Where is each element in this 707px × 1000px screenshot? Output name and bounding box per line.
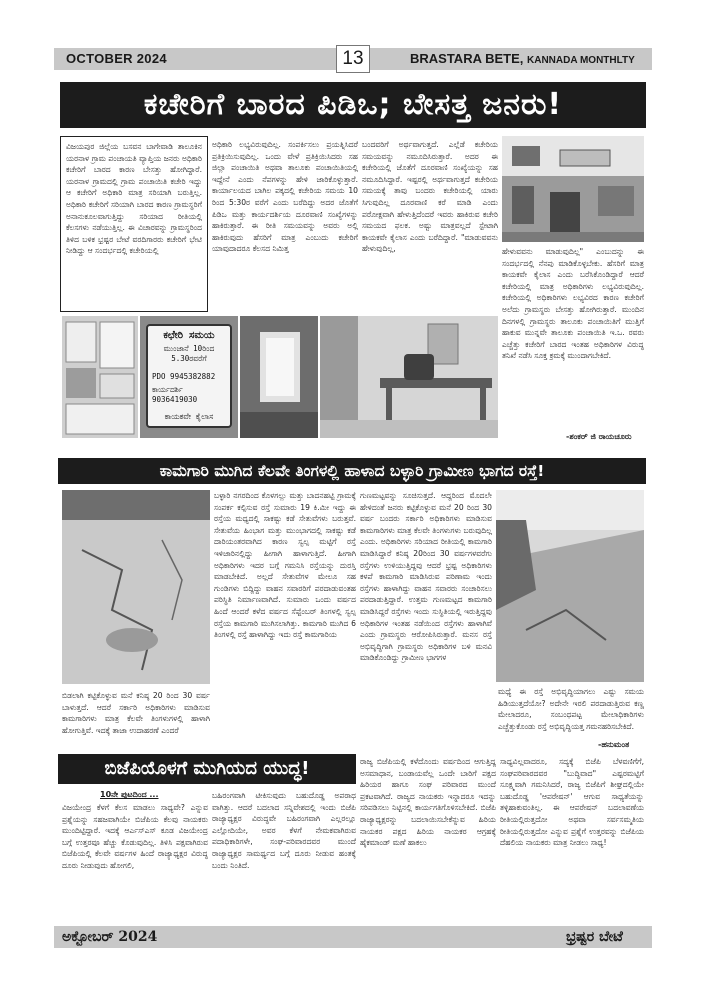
footer-date: ಅಕ್ಟೋಬರ್ 2024 xyxy=(62,929,158,945)
timing-board-pdo-phone: PDO 9945382882 xyxy=(152,372,216,381)
article3-column-4: ಸಾಧ್ಯವಿಲ್ಲವಾದರೂ, ಸದ್ಯಕ್ಕೆ ಬಿಜೆಪಿ ಬೆಳವಣಿಗೆಗೆ, ಸಂಘಪರಿವಾರದವರ "ಬುದ್ಧಿವಾದ" ಎಷ್ಟರಮಟ್ಟಿಗೆ ಸೂಕ್ಷ್ಮವಾಗಿ ಗಮನಿಸಿದರೆ, ರಾಜ್ಯ ಬಿಜೆಪಿಗೆ ಶೀಘ್ರದಲ್ಲಿಯೇ ಬಹುದೊಡ್ಡ 'ಆಪರೇಷನ್' ಆಗುವ ಸಾಧ್ಯತೆಯನ್ನು ತಳ್ಳಿಹಾಕುವಂತಿಲ್ಲ. ಈ ಆಪರೇಷನ್ ಬದಲಾವಣೆಯ ರೀತಿಯಲ್ಲಿರುತ್ತದೋ ಅಥವಾ ಸರ್ವಸಮ್ಮತಿಯ ರೀತಿಯಲ್ಲಿರುತ್ತದೋ ಎನ್ನುವ ಪ್ರಶ್ನೆಗೆ ಉತ್ತರವನ್ನು ಬಿಜೆಪಿಯ ದೆಹಲಿಯ ನಾಯಕರು ಮಾತ್ರ ನೀಡಲು ಸಾಧ್ಯ! xyxy=(500,757,644,848)
timing-board-secretary-phone: ಕಾರ್ಯದರ್ಶಿ 9036419030 xyxy=(152,385,198,404)
article2-byline: -ಹನುಮಂತ xyxy=(598,740,630,749)
article1-column-1: ವಿಜಯಪುರ ಜಿಲ್ಲೆಯ ಬಸವನ ಬಾಗೇವಾಡಿ ತಾಲೂಕಿನ ಯರನಾಳ ಗ್ರಾಮ ಪಂಚಾಯತಿ ವ್ಯಾಪ್ತಿಯ ಜನರು ಅಧಿಕಾರಿ ಕಚೇರಿಗೆ ಬಾರದ ಕಾರಣ ಬೇಸತ್ತು ಹೋಗಿದ್ದಾರೆ. ಯರನಾಳ ಗ್ರಾಮದಲ್ಲಿ ಗ್ರಾಮ ಪಂಚಾಯಿತಿ ಕಚೇರಿ ಇದ್ದು ಆ ಕಚೇರಿಗೆ ಅಧಿಕಾರಿ ಮಾತ್ರ ಸರಿಯಾಗಿ ಬರುತ್ತಿಲ್ಲ. ಅಧಿಕಾರಿ ಕಚೇರಿಗೆ ಸರಿಯಾಗಿ ಬಾರದ ಕಾರಣ ಗ್ರಾಮಸ್ಥರಿಗೆ ಅನಾನುಕೂಲವಾಗುತ್ತಿದ್ದು ಸರಿಯಾದ ರೀತಿಯಲ್ಲಿ ಕೆಲಸಗಳು ನಡೆಯುತ್ತಿಲ್ಲ. ಈ ವಿಚಾರವನ್ನು ಗ್ರಾಮಸ್ಥರಿಂದ ತಿಳಿದ ಬಳಿಕ ಭ್ರಷ್ಟರ ಬೇಟೆ ವರದಿಗಾರರು ಕಚೇರಿಗೆ ಭೇಟಿ ನೀಡಿದ್ದು ಆ ಸಂದರ್ಭದಲ್ಲಿ ಕಚೇರಿಯಲ್ಲಿ xyxy=(60,136,208,312)
article1-column-4: ಹೇಳುವವನು ಮಾಡುವುದಿಲ್ಲ" ಎಂಬುದನ್ನು ಈ ಸಂದರ್ಭದಲ್ಲಿ ನೆನಪು ಮಾಡಿಕೊಳ್ಳಬೇಕು. ಹೆಸರಿಗೆ ಮಾತ್ರ ಕಾಯಕವೇ ಕೈಲಾಸ ಎಂದು ಬರೆಸಿಕೊಂಡಿದ್ದಾರೆ ಆದರೆ ಕಚೇರಿಯಲ್ಲಿ ಮಾತ್ರ ಅಧಿಕಾರಿಗಳು ಲಭ್ಯವಿರುವುದಿಲ್ಲ. ಕಚೇರಿಯಲ್ಲಿ ಅಧಿಕಾರಿಗಳು ಲಭ್ಯವಿರದ ಕಾರಣ ಕಚೇರಿಗೆ ಅಲೆದು ಗ್ರಾಮಸ್ಥರು ಬೇಸತ್ತು ಹೋಗಿರುತ್ತಾರೆ. ಮುಂದಿನ ದಿನಗಳಲ್ಲಿ ಗ್ರಾಮಸ್ಥರು ತಾಲೂಕು ಪಂಚಾಯಿತಿಗೆ ಮುತ್ತಿಗೆ ಹಾಕುವ ಮುನ್ನವೇ ತಾಲೂಕು ಪಂಚಾಯಿತಿ ಇ.ಒ. ರವರು ಎಚ್ಚೆತ್ತು ಕಚೇರಿಗೆ ಬಾರದ ಇಂತಹ ಅಧಿಕಾರಿಗಳ ವಿರುದ್ಧ ತನಿಖೆ ನಡೆಸಿ ಸೂಕ್ತ ಕ್ರಮಕ್ಕೆ ಮುಂದಾಗಬೇಕಿದೆ. xyxy=(502,247,644,361)
article3-continued-from: 10ನೇ ಪುಟದಿಂದ ... xyxy=(100,790,159,799)
article2-column-2: ಬಳ್ಳಾರಿ ನಗರದಿಂದ ಕೊಳಗಲ್ಲು ಮತ್ತು ಬಾದನಹಟ್ಟಿ ಗ್ರಾಮಕ್ಕೆ ಸಂಪರ್ಕ ಕಲ್ಪಿಸುವ ರಸ್ತೆ ಸುಮಾರು 19 ಕಿ.ಮೀ ಇದ್ದು ಈ ರಸ್ತೆಯ ಮಧ್ಯದಲ್ಲಿ ಸಾಕಷ್ಟು ಕಡೆ ಸೇತುವೆಗಳು ಬರುತ್ತವೆ. ಸೇತುವೆಯ ಹಿಂಭಾಗ ಮತ್ತು ಮುಂಭಾಗದಲ್ಲಿ ಸಾಕಷ್ಟು ಕಡೆ ದಾರಿಯಂತರವಾಗಿದ ಕಾರಣ ಸ್ವಲ್ಪ ಮಟ್ಟಿಗೆ ರಸ್ತೆ ಇಳಿಜಾರಿನಲ್ಲಿದ್ದು ಹೀಗಾಗಿ ಹಾಳಾಗುತ್ತಿದೆ. ಹೀಗಾಗಿ ಅಧಿಕಾರಿಗಳು ಇದರ ಬಗ್ಗೆ ಗಮನಿಸಿ ರಸ್ತೆಯನ್ನು ದುರಸ್ತಿ ಮಾಡಬೇಕಿದೆ. ಅಲ್ಲದೆ ಸೇತುವೆಗಳ ಮೇಲೂ ಸಹ ಗುಂಡಿಗಳು ಬಿದ್ದಿದ್ದು ವಾಹನ ಸವಾರರಿಗೆ ಪರದಾಡುವಂತಹ ಪರಿಸ್ಥಿತಿ ನಿರ್ಮಾಣವಾಗಿದೆ. ಸುಮಾರು ಒಂದು ವರ್ಷದ ಹಿಂದೆ ಆಂದರೆ ಕಳೆದ ವರ್ಷದ ಸೆಪ್ಟೆಂಬರ್ ತಿಂಗಳಲ್ಲಿ ಸ್ವಲ್ಪ ರಸ್ತೆಯ ಕಾಮಗಾರಿ ಮುಗಿಸಲಾಗಿತ್ತು. ಕಾಮಗಾರಿ ಮುಗಿದ 6 ತಿಂಗಳಲ್ಲಿ ರಸ್ತೆ ಹಾಳಾಗಿದ್ದು ಇದು ರಸ್ತೆ ಕಾಮಗಾರಿಯ xyxy=(214,491,356,640)
damaged-road-photo-left xyxy=(62,490,210,684)
office-timing-board-photo xyxy=(140,316,238,438)
article3-column-1: ವಿಜಯೇಂದ್ರ ಕೆಳಗೆ ಕೆಲಸ ಮಾಡಲು ಸಾಧ್ಯವೇ? ಎನ್ನುವ ಪ್ರಶ್ನೆಯನ್ನು ಸಹಜವಾಗಿಯೇ ಬಿಜೆಪಿಯ ಕೆಲವು ನಾಯಕರು ಮುಂದಿಟ್ಟಿದ್ದಾರೆ. ಇದಕ್ಕೆ ಆರ್ಎಸ್ಎಸ್ ಕೂಡ ವಿಜಯೇಂದ್ರ ಬಗ್ಗೆ ಉತ್ತರವೂ ಹೆಚ್ಚು ಕೊಡುವುದಿಲ್ಲ. ತಿಳಿಸಿ ಪಕ್ಷವಾಗಿರುವ ಬಿಜೆಪಿಯಲ್ಲಿ ಕೆಲವೇ ವರ್ಷಗಳ ಹಿಂದೆ ರಾಜ್ಯಾಧ್ಯಕ್ಷರ ವಿರುದ್ಧ ದೂರು ನೀಡುವುದು ಹೋಗಲಿ, xyxy=(62,803,208,870)
damaged-road-illustration-right xyxy=(496,490,644,682)
notice-board-illustration xyxy=(62,316,138,438)
office-timing-board xyxy=(146,324,232,428)
header-date: OCTOBER 2024 xyxy=(66,51,167,66)
empty-room-illustration xyxy=(240,316,318,438)
damaged-road-photo-right xyxy=(496,490,644,682)
timing-board-hours: ಮುಂಜಾನೆ 10ರಿಂದ 5.30ರವರೆಗೆ xyxy=(163,344,215,363)
damaged-road-illustration-left xyxy=(62,490,210,684)
article3-column-3: ರಾಜ್ಯ ಬಿಜೆಪಿಯಲ್ಲಿ ಕಳೆದೊಂದು ವರ್ಷದಿಂದ ಆಗುತ್ತಿದ್ದ ಅಸಮಾಧಾನ, ಬಂಡಾಯವೆಲ್ಲ ಒಂದೇ ಬಾರಿಗೆ ಪಕ್ಷದ ಹಿರಿಯರ ಹಾಗೂ ಸಂಘ ಪರಿವಾರದ ಮುಂದೆ ಪ್ರಕಟವಾಗಿದೆ. ರಾಜ್ಯದ ನಾಯಕರು ಇನ್ನಾದರೂ ಇದನ್ನು ಸರಿಪಡಿಸಲು ನಿಟ್ಟಿನಲ್ಲಿ ಕಾರ್ಯಗತಿಗೊಳಿಸಬೇಕಿದೆ. ಬಿಜೆಪಿ ರಾಜ್ಯಾಧ್ಯಕ್ಷರನ್ನು ಬದಲಾಯಿಸಬೇಕೆನ್ನುವ ಹಿರಿಯ ನಾಯಕರ ಪಕ್ಷದ ಹಿರಿಯ ನಾಯಕರ ಆಗ್ರಹಕ್ಕೆ ಹೈಕಮಾಂಡ್ ಮಣೆ ಹಾಕಲು xyxy=(360,757,496,848)
notice-board-photo xyxy=(62,316,138,438)
article2-column-1: ಬಿಡಲಾಗಿ ಕಟ್ಟಿಕೊಳ್ಳುವ ಮನೆ ಕನಿಷ್ಠ 20 ರಿಂದ 30 ವರ್ಷ ಬಾಳುತ್ತದೆ. ಆದರೆ ಸರ್ಕಾರಿ ಅಧಿಕಾರಿಗಳು ಮಾಡಿಸುವ ಕಾಮಗಾರಿಗಳು ಮಾತ್ರ ಕೆಲವೇ ತಿಂಗಳುಗಳಲ್ಲಿ ಹಾಳಾಗಿ ಹೋಗುತ್ತಿವೆ. ಇದಕ್ಕೆ ತಾಜಾ ಉದಾಹರಣೆ ಎಂದರೆ xyxy=(62,691,210,735)
article2-headline: ಕಾಮಗಾರಿ ಮುಗಿದ ಕೆಲವೇ ತಿಂಗಳಲ್ಲಿ ಹಾಳಾದ ಬಳ್ಳಾರಿ ಗ್ರಾಮೀಣ ಭಾಗದ ರಸ್ತೆ! xyxy=(58,458,646,484)
article1-headline: ಕಚೇರಿಗೆ ಬಾರದ ಪಿಡಿಒ; ಬೇಸತ್ತ ಜನರು! xyxy=(60,82,646,128)
timing-board-motto: ಕಾಯಕವೇ ಕೈಲಾಸ xyxy=(164,412,214,421)
page-number: 13 xyxy=(336,45,370,73)
article2-column-3: ಗುಣಮಟ್ಟವನ್ನು ಸೂಚಿಸುತ್ತದೆ. ಆದ್ದರಿಂದ ಮೊದಲೇ ಹೇಳಿದಂತೆ ಜನರು ಕಟ್ಟಿಕೊಳ್ಳುವ ಮನೆ 20 ರಿಂದ 30 ವರ್ಷ ಬಂದರು ಸರ್ಕಾರಿ ಅಧಿಕಾರಿಗಳು ಮಾಡಿಸುವ ಕಾಮಗಾರಿಗಳು ಮಾತ್ರ ಕೆಲವೇ ತಿಂಗಳುಗಳು ಬರುವುದಿಲ್ಲ ಎಂದು. ಅಧಿಕಾರಿಗಳು ಸರಿಯಾದ ರೀತಿಯಲ್ಲಿ ಕಾಮಗಾರಿ ಮಾಡಿಸಿದ್ದಾರೆ ಕನಿಷ್ಠ 20ರಿಂದ 30 ವರ್ಷಗಳವರೆಗು ರಸ್ತೆಗಳು ಉಳಿಯುತ್ತಿದ್ದವು ಆದರೆ ಭ್ರಷ್ಟ ಅಧಿಕಾರಿಗಳು ಕಳಪೆ ಕಾಮಗಾರಿ ಮಾಡಿಸಿರುವ ಪರಿಣಾಮ ಇಂದು ರಸ್ತೆಗಳು ಹಾಳಾಗಿದ್ದು ವಾಹನ ಸವಾರರು ಸಂಚಾರಿಸಲು ಪರದಾಡುತ್ತಿದ್ದಾರೆ. ಉತ್ತಮ ಗುಣಮಟ್ಟದ ಕಾಮಗಾರಿ ಮಾಡಿಸಿದ್ದರೆ ರಸ್ತೆಗಳು ಇಂದು ಸುಸ್ಥಿತಿಯಲ್ಲಿ ಇರುತ್ತಿದ್ದವು ಅಧಿಕಾರಿಗಳ ಇಂತಹ ನಡೆಯಿಂದ ರಸ್ತೆಗಳು ಹಾಳಾಗಿವೆ ಎಂದು ಗ್ರಾಮಸ್ಥರು ಆರೋಪಿಸಿರುತ್ತಾರೆ. ಮನಸ ರಸ್ತೆ ಅಭಿವೃದ್ಧಿಗಾಗಿ ಗ್ರಾಮಸ್ಥರು ಅಧಿಕಾರಿಗಳ ಬಳಿ ಮನವಿ ಮಾಡಿಕೊಂಡಿದ್ದು ಗ್ರಾಮೀಣ ಭಾಗಗಳ xyxy=(360,491,492,663)
office-building-photo xyxy=(502,136,644,242)
article3-column-2: ಬಹಿರಂಗವಾಗಿ ಟೀಕಿಸುವುದು ಬಹುದೊಡ್ಡ ಅಪರಾಧ ವಾಗಿತ್ತು. ಆದರೆ ಬದಲಾದ ಸನ್ನಿವೇಶದಲ್ಲಿ ಇಂದು ಬಿಜೆಪಿ ರಾಜ್ಯಾಧ್ಯಕ್ಷರ ವಿರುದ್ಧವೇ ಬಹಿರಂಗವಾಗಿ ಎಲ್ಲರಲ್ಲೂ ಎಲ್ಲೋದಿಯೇ, ಅವರ ಕೆಳಗೆ ನೇಮಕವಾಗಿರುವ ಪದಾಧಿಕಾರಿಗಳೇ, ಸಂಘ-ಪರಿವಾರದವರ ಮುಂದೆ ರಾಜ್ಯಾಧ್ಯಕ್ಷರ ಸಾಮರ್ಥ್ಯದ ಬಗ್ಗೆ ದೂರು ನೀಡುವ ಹಂತಕ್ಕೆ ಬಂದು ನಿಂತಿದೆ. xyxy=(212,791,356,870)
article2-column-4: ಮಧ್ಯೆ ಈ ರಸ್ತೆ ಅಭಿವೃದ್ಧಿಯಾಗಲು ಎಷ್ಟು ಸಮಯ ಹಿಡಿಯುತ್ತದೆಯೋ? ಅದೇನೇ ಇರಲಿ ಪರದಾಡುತ್ತಿರುವ ಕಣ್ಣ ಮೇಲಾದರೂ, ಸಂಬಂಧಪಟ್ಟ ಮೇಲಾಧಿಕಾರಿಗಳು ಎಚ್ಚೆತ್ತುಕೊಂಡು ರಸ್ತೆ ಅಭಿವೃದ್ಧಿಯತ್ತ ಗಮನಹರಿಸಬೇಕಿದೆ. xyxy=(498,687,644,731)
empty-room-photo xyxy=(240,316,318,438)
timing-board-title: ಕಛೇರಿ ಸಮಯ xyxy=(163,330,215,341)
footer-publication: ಭ್ರಷ್ಟರ ಬೇಟೆ xyxy=(566,929,623,945)
article3-headline: ಬಿಜೆಪಿಯೊಳಗೆ ಮುಗಿಯದ ಯುದ್ಧ! xyxy=(58,754,356,784)
article1-column-2: ಅಧಿಕಾರಿ ಲಭ್ಯವಿರುವುದಿಲ್ಲ. ಸಂಪರ್ಕಿಸಲು ಪ್ರಯತ್ನಿಸಿದರೆ ಪ್ರತಿಕ್ರಿಯಿಸುವುದಿಲ್ಲ. ಒಂದು ವೇಳೆ ಪ್ರತಿಕ್ರಿಯಿಸಿದರು ಸಹ ಜಿಲ್ಲಾ ಪಂಚಾಯಿತಿ ಅಥವಾ ತಾಲೂಕು ಪಂಚಾಯಿತಿಯಲ್ಲಿ ಇದ್ದೇನೆ ಎಂದು ನೆಪಗಳನ್ನು ಹೇಳಿ ಜಾರಿಕೊಳ್ಳುತ್ತಾರೆ. ಕಾರ್ಯಾಲಯದ ಬಾಗಿಲ ಪಕ್ಕದಲ್ಲಿ ಕಚೇರಿಯ ಸಮಯ 10 ರಿಂದ 5:30ರ ವರೆಗೆ ಎಂದು ಬರೆದಿದ್ದು ಅದರ ಜೊತೆಗೆ ಪಿಡಿಒ ಮತ್ತು ಕಾರ್ಯದರ್ಶಿಯ ದೂರವಾಣಿ ಸಂಖ್ಯೆಗಳನ್ನು ಹಾಕಿರುತ್ತಾರೆ. ಈ ರೀತಿ ಸಮಯವನ್ನು ಅವರು ಅಲ್ಲಿ ಹಾಕಿರುವುದು ಹೆಸರಿಗೆ ಮಾತ್ರ ಎಂಬುದು ಕಚೇರಿಗೆ ಯಾವುದಾದರೂ ಕೆಲಸದ ನಿಮಿತ್ತ xyxy=(212,140,358,254)
office-building-illustration xyxy=(502,136,644,242)
empty-office-chair-photo xyxy=(320,316,498,438)
article1-column-3: ಬಂದವರಿಗೆ ಅರ್ಥವಾಗುತ್ತದೆ. ಎಲ್ಲೆಡೆ ಕಚೇರಿಯ ಸಮಯವನ್ನು ನಮೂದಿಸಿರುತ್ತಾರೆ. ಅದರ ಈ ಕಚೇರಿಯಲ್ಲಿ ಜೊತೆಗೆ ದೂರವಾಣಿ ಸಂಖ್ಯೆಯನ್ನು ಸಹ ನಮೂದಿಸಿದ್ದಾರೆ. ಇಷ್ಟರಲ್ಲಿ ಅರ್ಥವಾಗುತ್ತದೆ ಕಚೇರಿಯ ಸಮಯಕ್ಕೆ ತಾವು ಬಂದರು ಕಚೇರಿಯಲ್ಲಿ ಯಾರು ಸಿಗುವುದಿಲ್ಲ ದೂರವಾಣಿ ಕರೆ ಮಾಡಿ ಎಂದು ಪರೋಕ್ಷವಾಗಿ ಹೇಳುತ್ತಿದೆಂದರೆ ಇವರು ಹಾಕಿರುವ ಕಚೇರಿ ಸಮಯದ ಫಲಕ. ಅಷ್ಟು ಮಾತ್ರವಲ್ಲದೆ ಸ್ಟೇಟಾಗಿ ಕಾಯಕವೇ ಕೈಲಾಸ ಎಂದು ಬರೆದಿದ್ದಾರೆ. "ಮಾಡುವವನು ಹೇಳುವುದಿಲ್ಲ, xyxy=(362,140,498,254)
article1-byline: -ಶಂಕರ್ ಜಿ ರಾಯಚೂರು xyxy=(566,432,632,441)
publication-name: BRASTARA BETE, xyxy=(410,51,524,66)
header-publication xyxy=(410,51,635,66)
publication-subtitle: KANNADA MONTHLTY xyxy=(527,55,635,66)
empty-office-illustration xyxy=(320,316,498,438)
